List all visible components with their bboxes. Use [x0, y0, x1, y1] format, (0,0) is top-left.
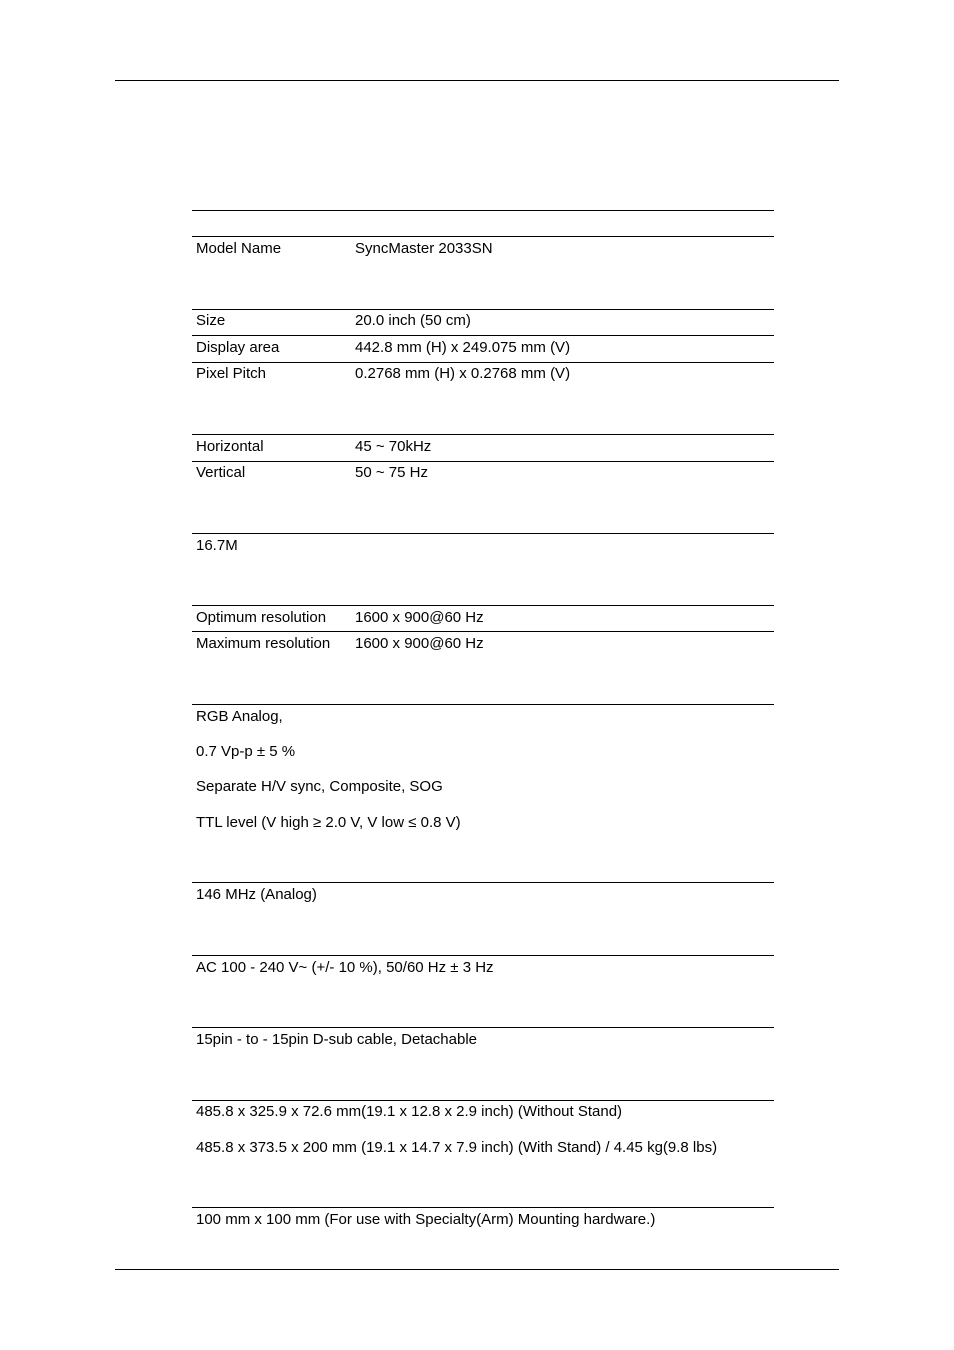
- dimensions-with-stand: 485.8 x 373.5 x 200 mm (19.1 x 14.7 x 7.9 inch) (With Stand) / 4.45 kg(9.8 lbs): [196, 1139, 718, 1156]
- footer-rule: [115, 1269, 839, 1270]
- section-rule-synchronization: [192, 434, 774, 435]
- row-divider: [192, 362, 774, 363]
- pixel-pitch-value: 0.2768 mm (H) x 0.2768 mm (V): [355, 365, 571, 382]
- input-signal-line-1: RGB Analog,: [196, 708, 283, 725]
- power-supply-value: AC 100 - 240 V~ (+/- 10 %), 50/60 Hz ± 3 Hz: [196, 959, 494, 976]
- input-signal-line-2: 0.7 Vp-p ± 5 %: [196, 743, 296, 760]
- display-area-value: 442.8 mm (H) x 249.075 mm (V): [355, 339, 571, 356]
- size-value: 20.0 inch (50 cm): [355, 312, 471, 329]
- input-signal-line-4: TTL level (V high ≥ 2.0 V, V low ≤ 0.8 V): [196, 814, 461, 831]
- section-rule-input-signal: [192, 704, 774, 705]
- vesa-mounting-value: 100 mm x 100 mm (For use with Specialty(Arm) Mounting hardware.): [196, 1211, 656, 1228]
- model-name-value: SyncMaster 2033SN: [355, 240, 493, 257]
- size-label: Size: [196, 312, 226, 329]
- optimum-resolution-value: 1600 x 900@60 Hz: [355, 609, 484, 626]
- section-rule-pixel-clock: [192, 882, 774, 883]
- maximum-resolution-label: Maximum resolution: [196, 635, 331, 652]
- section-rule-dimensions: [192, 1100, 774, 1101]
- signal-cable-value: 15pin - to - 15pin D-sub cable, Detachable: [196, 1031, 478, 1048]
- row-divider: [192, 335, 774, 336]
- maximum-resolution-value: 1600 x 900@60 Hz: [355, 635, 484, 652]
- input-signal-line-3: Separate H/V sync, Composite, SOG: [196, 778, 443, 795]
- section-rule-signal-cable: [192, 1027, 774, 1028]
- section-rule-vesa-mounting: [192, 1207, 774, 1208]
- vertical-label: Vertical: [196, 464, 246, 481]
- header-rule: [115, 80, 839, 81]
- section-rule-resolution: [192, 605, 774, 606]
- optimum-resolution-label: Optimum resolution: [196, 609, 327, 626]
- horizontal-value: 45 ~ 70kHz: [355, 438, 432, 455]
- pixel-clock-value: 146 MHz (Analog): [196, 886, 317, 903]
- row-divider: [192, 631, 774, 632]
- horizontal-label: Horizontal: [196, 438, 264, 455]
- section-rule-display-color: [192, 533, 774, 534]
- row-divider: [192, 461, 774, 462]
- section-rule-power-supply: [192, 955, 774, 956]
- model-name-label: Model Name: [196, 240, 282, 257]
- section-rule-general: [192, 236, 774, 237]
- vertical-value: 50 ~ 75 Hz: [355, 464, 428, 481]
- pixel-pitch-label: Pixel Pitch: [196, 365, 267, 382]
- table-top-rule: [192, 210, 774, 211]
- section-rule-lcd-panel: [192, 309, 774, 310]
- display-area-label: Display area: [196, 339, 280, 356]
- display-color-value: 16.7M: [196, 537, 238, 554]
- dimensions-without-stand: 485.8 x 325.9 x 72.6 mm(19.1 x 12.8 x 2.9 inch) (Without Stand): [196, 1103, 623, 1120]
